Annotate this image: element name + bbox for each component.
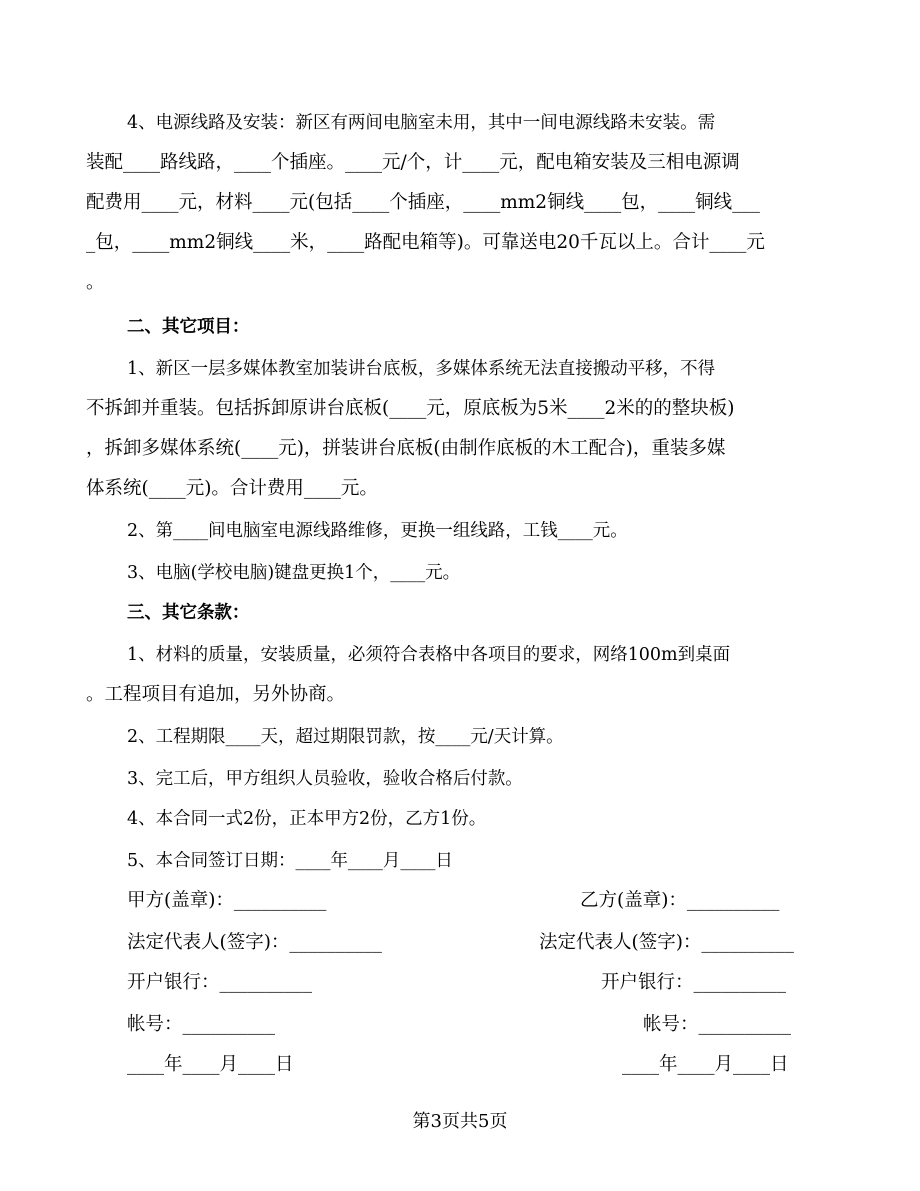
page-number: 第3页共5页 [412,1111,508,1132]
other-terms-1-line-2: 。工程项目有追加，另外协商。 [86,684,346,705]
party-a-date: ____年____月____日 [127,1054,294,1075]
party-b-date: ____年____月____日 [622,1054,789,1075]
section4-line-2: 装配____路线路，____个插座。____元/个，计____元，配电箱安装及三相电源调 [86,152,740,173]
other-items-1-line-2: 不拆卸并重装。包括拆卸原讲台底板(____元，原底板为5米____2米的的整块板) [86,398,735,419]
party-a-account: 帐号：__________ [127,1014,276,1035]
other-items-1-line-3: ，拆卸多媒体系统(____元)，拼装讲台底板(由制作底板的木工配合)，重装多媒 [86,438,726,459]
party-b-seal: 乙方(盖章)：__________ [580,890,780,911]
other-items-1-line-4: 体系统(____元)。合计费用____元。 [86,478,378,499]
other-items-3: 3、电脑(学校电脑)键盘更换1个，____元。 [127,563,461,583]
party-a-representative: 法定代表人(签字)：__________ [127,932,382,953]
section4-line-1: 4、电源线路及安装：新区有两间电脑室未用，其中一间电源线路未安装。需 [127,113,716,133]
party-a-seal: 甲方(盖章)：__________ [127,890,327,911]
other-items-2: 2、第____间电脑室电源线路维修，更换一组线路，工钱____元。 [127,521,628,541]
section4-line-3: 配费用____元，材料____元(包括____个插座，____mm2铜线____包，____铜线___ [86,192,760,213]
party-b-account: 帐号：__________ [643,1014,792,1035]
party-b-bank: 开户银行：__________ [601,972,787,993]
other-terms-1-line-1: 1、材料的质量，安装质量，必须符合表格中各项目的要求，网络100m到桌面 [127,645,731,665]
other-terms-2: 2、工程期限____天，超过期限罚款，按____元/天计算。 [127,727,564,747]
party-a-bank: 开户银行：__________ [127,972,313,993]
other-terms-4: 4、本合同一式2份，正本甲方2份，乙方1份。 [127,809,487,829]
section4-line-5: 。 [86,272,105,293]
other-terms-5: 5、本合同签订日期：____年____月____日 [127,851,453,871]
other-terms-3: 3、完工后，甲方组织人员验收，验收合格后付款。 [127,769,523,789]
other-terms-heading: 三、其它条款： [127,603,250,623]
section4-line-4: _包，____mm2铜线____米，____路配电箱等)。可靠送电20千瓦以上。合计____元 [86,232,765,253]
other-items-heading: 二、其它项目： [127,317,250,337]
party-b-representative: 法定代表人(签字)：__________ [539,932,794,953]
other-items-1-line-1: 1、新区一层多媒体教室加装讲台底板，多媒体系统无法直接搬动平移，不得 [127,359,716,379]
